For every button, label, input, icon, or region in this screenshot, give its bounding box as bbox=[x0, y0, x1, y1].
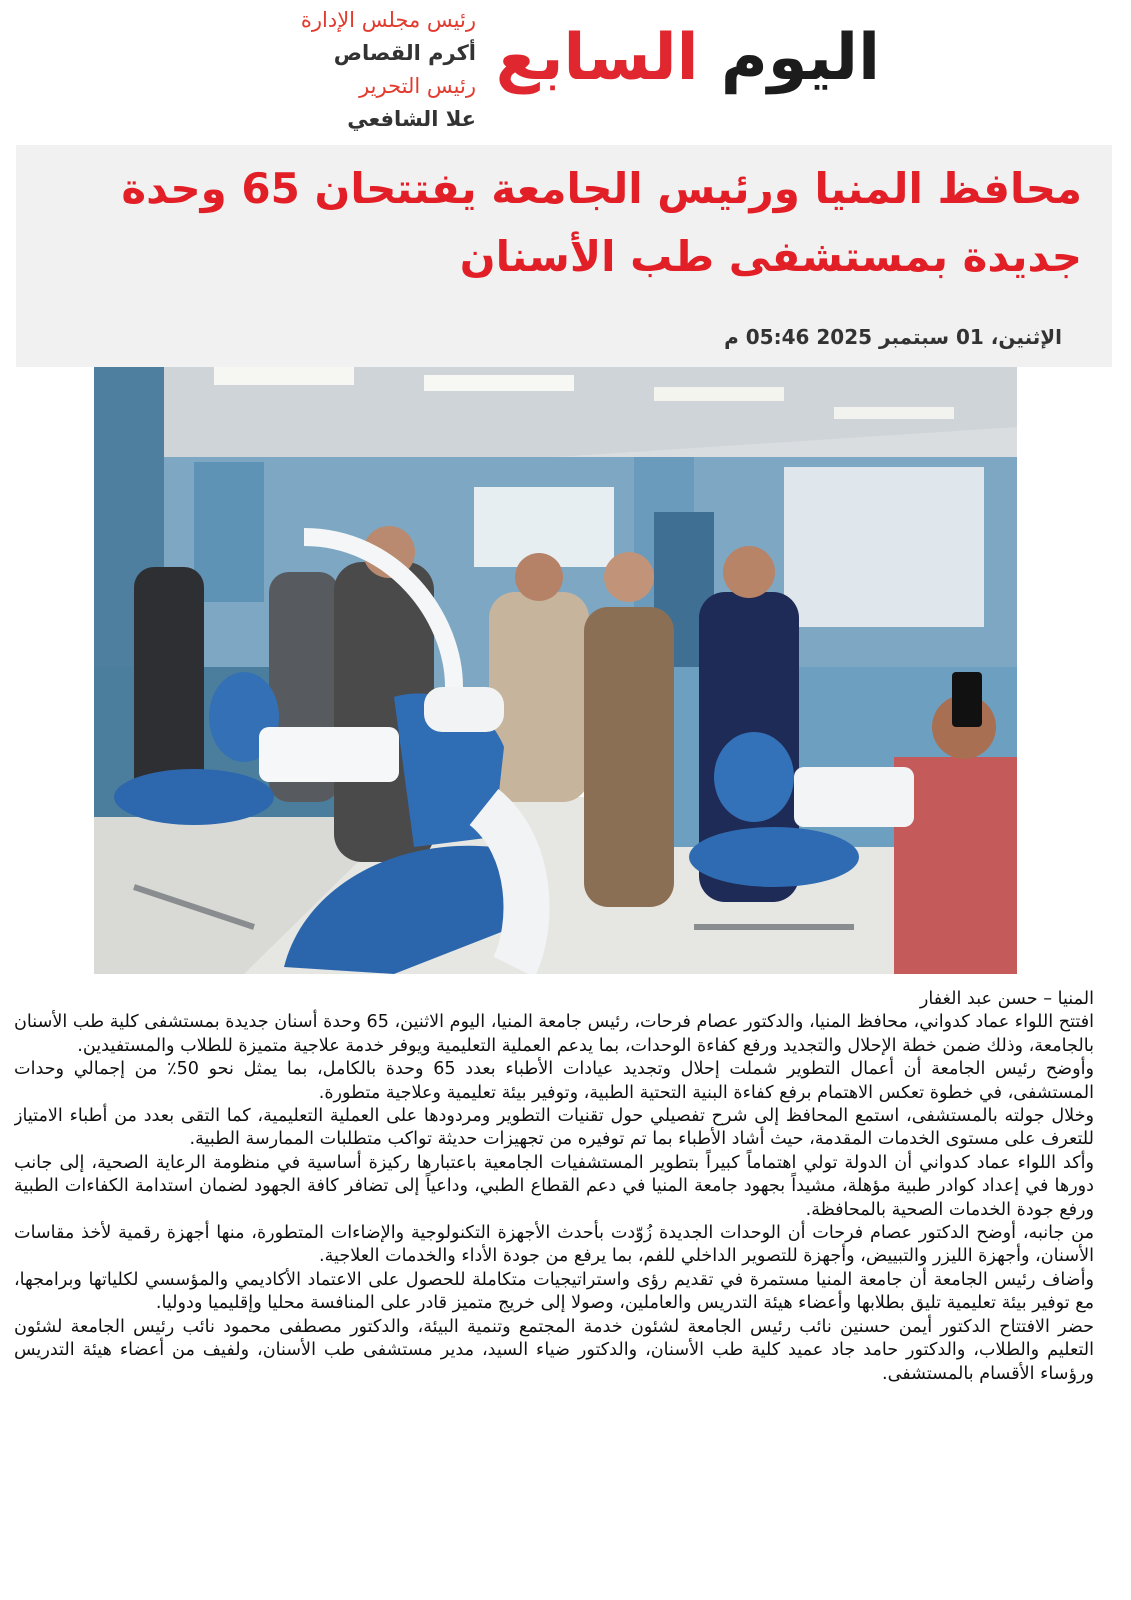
dental-clinic-photo-icon bbox=[94, 367, 1017, 974]
board-chair-name: أكرم القصاص bbox=[333, 41, 476, 65]
article-date: الإثنين، 01 سبتمبر 2025 05:46 م bbox=[724, 325, 1062, 349]
article-byline: المنيا – حسن عبد الغفار bbox=[919, 989, 1094, 1009]
site-logo[interactable] bbox=[495, 12, 880, 112]
headline-box bbox=[16, 145, 1112, 367]
board-chair-title: رئيس مجلس الإدارة bbox=[300, 8, 476, 32]
article-paragraph: افتتح اللواء عماد كدواني، محافظ المنيا، والدكتور عصام فرحات، رئيس جامعة المنيا، اليوم الاثنين، 65 وحدة أسنان جديدة بمستشفى كلية طب الأسنان بالجامعة، وذلك ضمن خطة الإحلال والتجديد ورفع كفاءة الوحدات، بما يدعم العملية التعليمية ويوفر خدمة علاجية متميزة للطلاب والمستفيدين. bbox=[14, 1012, 1094, 1056]
editor-name: علا الشافعي bbox=[347, 107, 476, 131]
article-paragraph: من جانبه، أوضح الدكتور عصام فرحات أن الوحدات الجديدة زُوّدت بأحدث الأجهزة التكنولوجية والإضاءات المتطورة، منها أجهزة رقمية لأخذ مقاسات الأسنان، وأجهزة الليزر والتبييض، وأجهزة للتصوير الداخلي للفم، بما يرفع من جودة الأداء والخدمات العلاجية. bbox=[14, 1223, 1094, 1267]
article-paragraph: وأضاف رئيس الجامعة أن جامعة المنيا مستمرة في تقديم رؤى واستراتيجيات متكاملة للحصول على الاعتماد الأكاديمي والمؤسسي لكلياتها وبرامجها، مع توفير بيئة تعليمية تليق بطلابها وأعضاء هيئة التدريس والعاملين، وصولا إلى خريج متميز قادر على المنافسة محليا وإقليميا ودوليا. bbox=[14, 1269, 1094, 1314]
logo-word-dark: اليوم bbox=[720, 21, 880, 95]
article-photo bbox=[94, 367, 1017, 974]
article-paragraph: وخلال جولته بالمستشفى، استمع المحافظ إلى شرح تفصيلي حول تقنيات التطوير ومردودها على العملية التعليمية، كما التقى بعدد من أطباء الامتياز للتعرف على مستوى الخدمات المقدمة، حيث أشاد الأطباء بما تم توفيره من تجهيزات حديثة تواكب متطلبات الممارسة الطبية. bbox=[14, 1106, 1094, 1150]
masthead bbox=[0, 0, 1131, 145]
article-paragraph: حضر الافتتاح الدكتور أيمن حسنين نائب رئيس الجامعة لشئون خدمة المجتمع وتنمية البيئة، والدكتور مصطفى محمود نائب رئيس الجامعة لشئون التعليم والطلاب، والدكتور حامد جاد عميد كلية طب الأسنان، والدكتور ضياء السيد، مدير مستشفى طب الأسنان، ولفيف من أعضاء هيئة التدريس ورؤساء الأقسام بالمستشفى. bbox=[14, 1316, 1094, 1384]
article-body bbox=[14, 988, 1094, 1588]
article-paragraph: وأكد اللواء عماد كدواني أن الدولة تولي اهتماماً كبيراً بتطوير المستشفيات الجامعية باعتبارها ركيزة أساسية في منظومة الرعاية الصحية، إلى جانب دورها في إعداد كوادر طبية مؤهلة، مشيداً بجهود جامعة المنيا في دعم القطاع الطبي، وداعياً إلى تضافر كافة الجهود لضمان استدامة الكفاءات الطبية ورفع جودة الخدمات الصحية بالمحافظة. bbox=[14, 1152, 1094, 1220]
article-headline: محافظ المنيا ورئيس الجامعة يفتتحان 65 وحدة جديدة بمستشفى طب الأسنان bbox=[121, 164, 1082, 281]
editorial-credits bbox=[216, 4, 476, 136]
article-paragraph: وأوضح رئيس الجامعة أن أعمال التطوير شملت إحلال وتجديد عيادات الأطباء بعدد 65 وحدة بالكامل، بما يمثل نحو 50٪ من إجمالي وحدات المستشفى، في خطوة تعكس الاهتمام برفع كفاءة البنية التحتية الطبية، وتوفير بيئة تعليمية وعلاجية متطورة. bbox=[14, 1059, 1094, 1103]
logo-word-accent: السابع bbox=[495, 21, 699, 95]
editor-title: رئيس التحرير bbox=[359, 74, 476, 98]
